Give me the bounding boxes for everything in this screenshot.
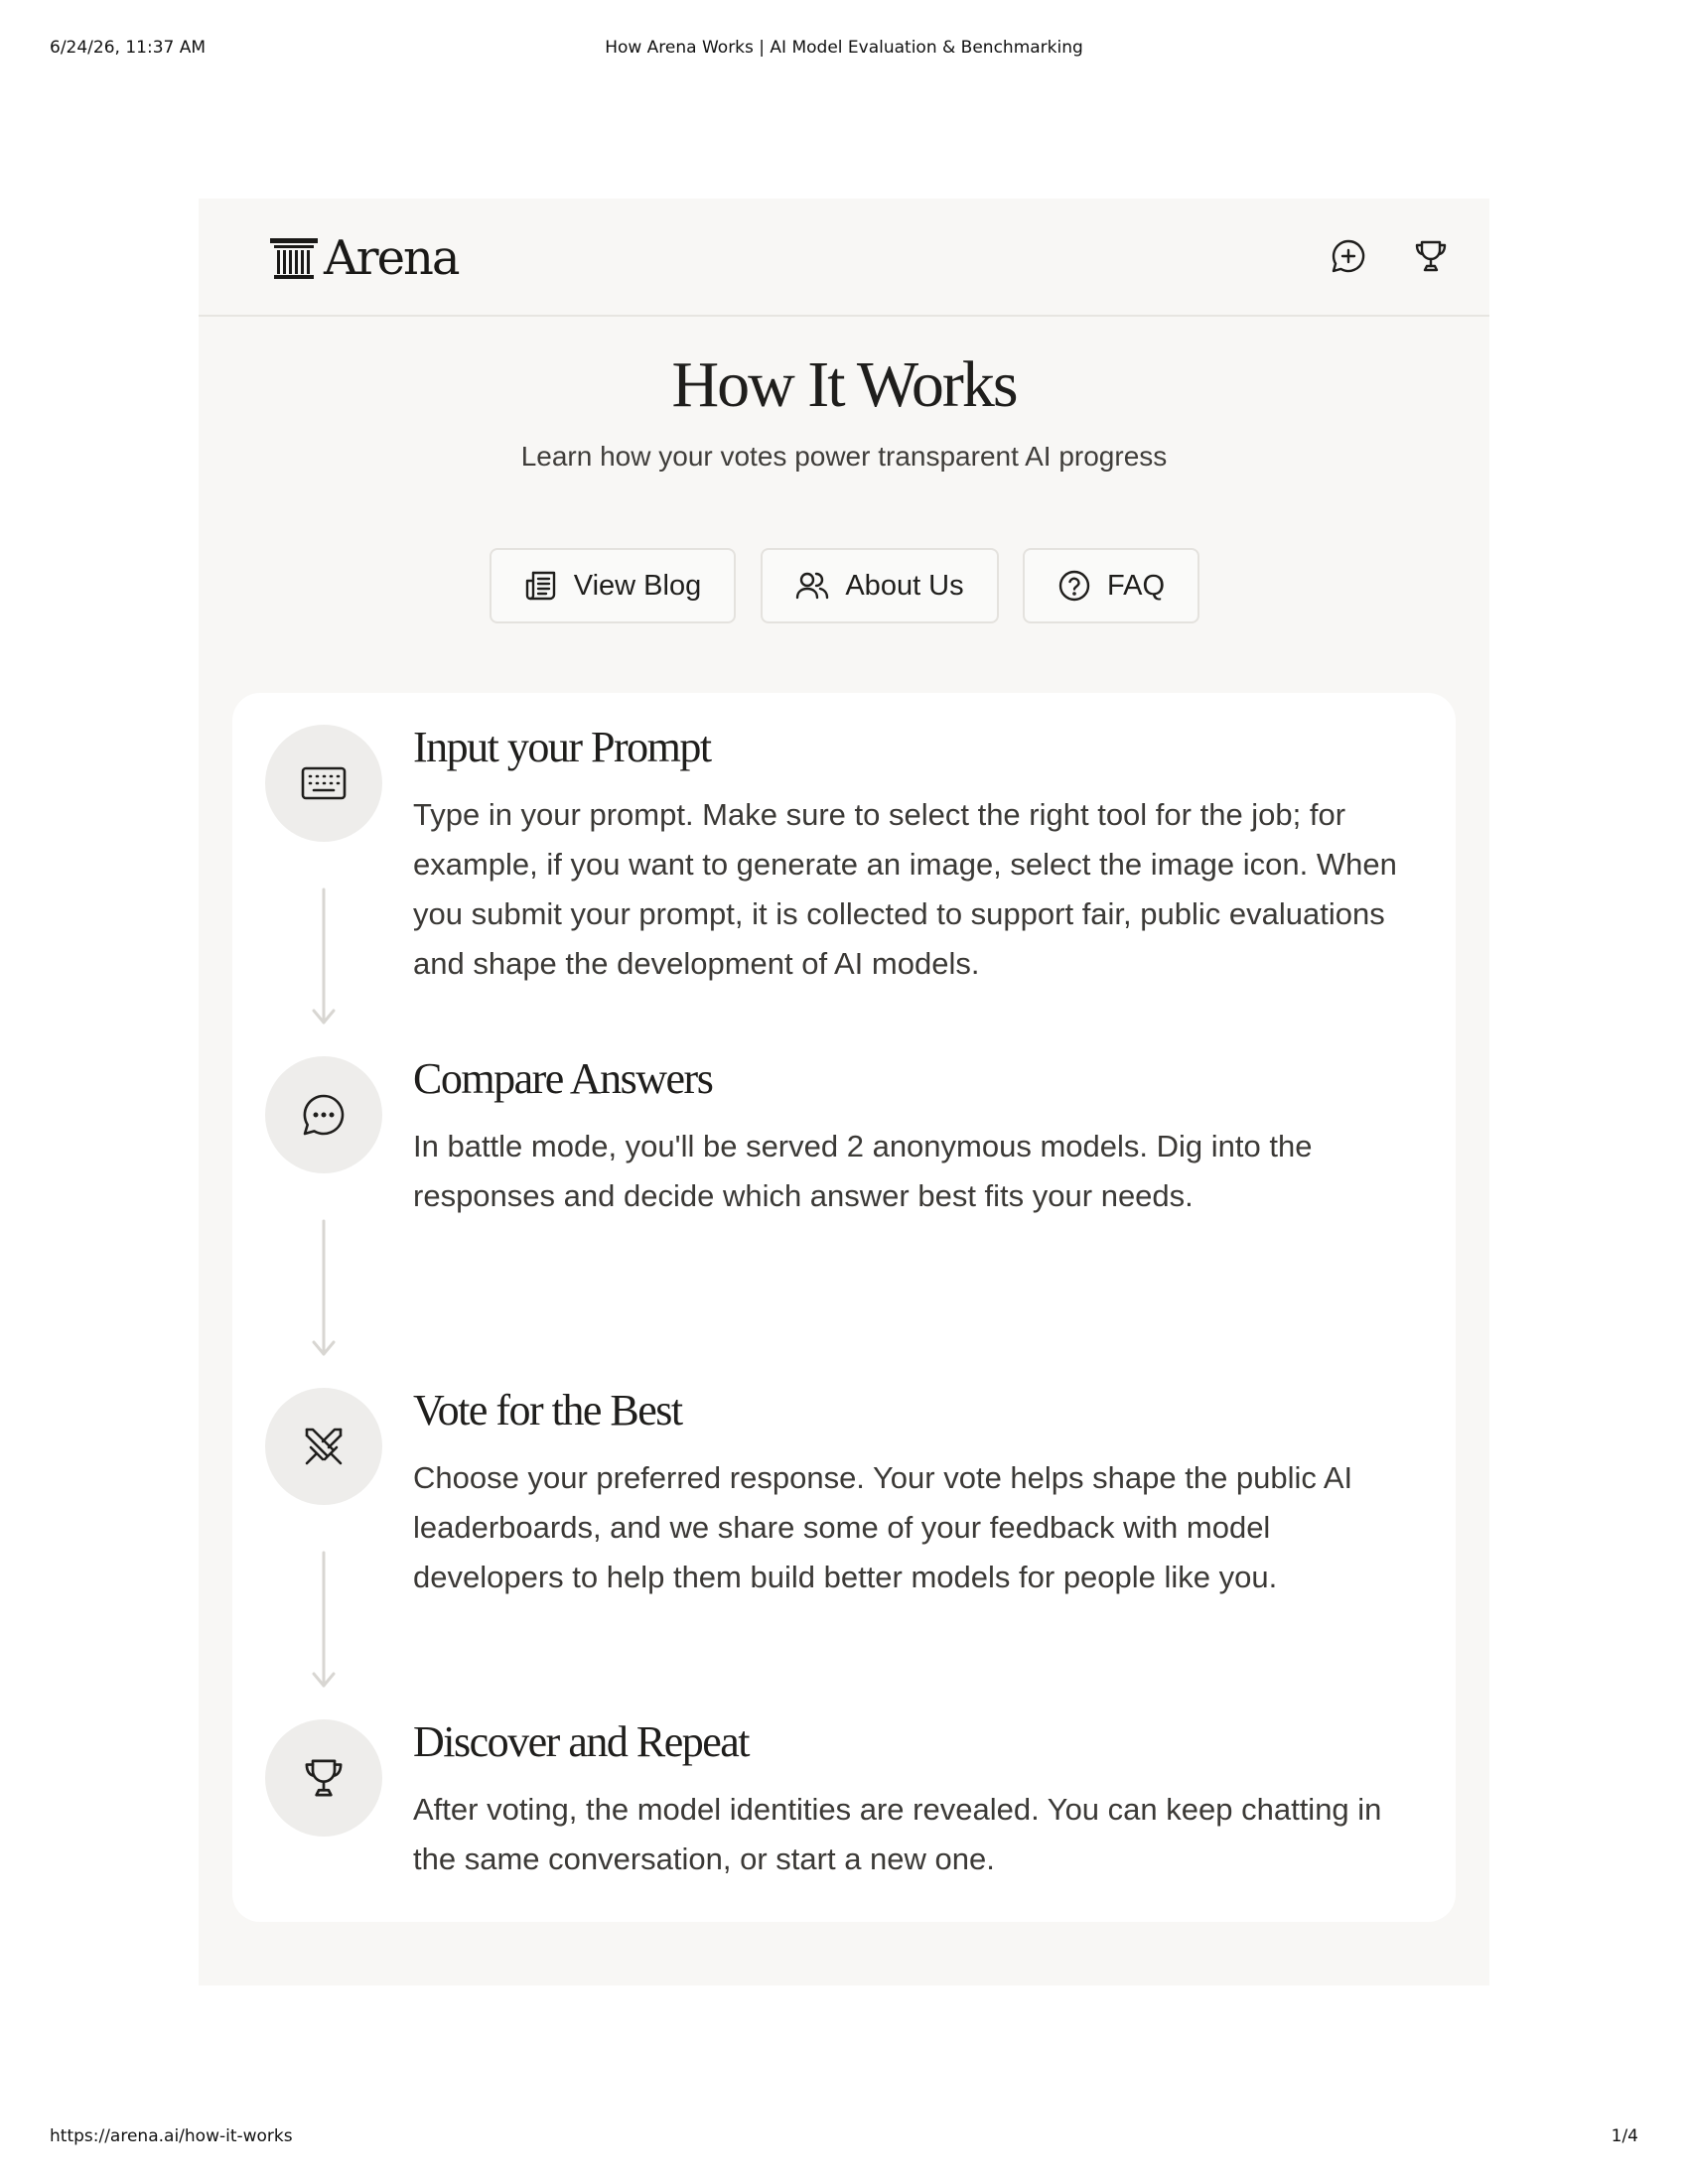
faq-button[interactable] (1023, 548, 1199, 623)
column-logo-icon (268, 236, 320, 280)
print-datetime: 6/24/26, 11:37 AM (50, 38, 207, 58)
new-chat-button[interactable] (1325, 232, 1372, 280)
trophy-icon (1413, 238, 1449, 274)
step-title: Input your Prompt (413, 723, 711, 771)
print-footer (0, 2126, 1688, 2150)
page-title: How It Works (671, 348, 1017, 421)
step-description: After voting, the model identities are revealed. You can keep chatting in the same conversation, or start a new one. (413, 1792, 1382, 1876)
step-icon-circle (265, 1056, 382, 1173)
print-page-title: How Arena Works | AI Model Evaluation & Benchmarking (605, 38, 1083, 58)
step-description: Choose your preferred response. Your vote helps shape the public AI leaderboards, and we share some of your feedback with model developers to help them build better models for people like you. (413, 1460, 1353, 1594)
step-arrow-icon (312, 1551, 336, 1690)
step-icon-circle (265, 725, 382, 842)
step-title: Compare Answers (413, 1054, 713, 1103)
step-icon-circle (265, 1388, 382, 1505)
about-us-button[interactable] (761, 548, 999, 623)
step-arrow-icon (312, 887, 336, 1026)
question-circle-icon (1057, 569, 1091, 603)
leaderboard-button[interactable] (1407, 232, 1455, 280)
print-header (0, 38, 1688, 62)
arena-logo[interactable] (268, 232, 459, 284)
step-icon-circle (265, 1719, 382, 1837)
step-description: In battle mode, you'll be served 2 anonymous models. Dig into the responses and decide which answer best fits your needs. (413, 1129, 1313, 1213)
steps-card (232, 693, 1456, 1922)
step-title: Discover and Repeat (413, 1717, 750, 1766)
button-row (199, 548, 1489, 625)
page-frame (199, 199, 1489, 1985)
new-chat-icon (1331, 238, 1366, 274)
faq-label: FAQ (1106, 569, 1165, 602)
print-url: https://arena.ai/how-it-works (50, 2126, 293, 2146)
users-icon (795, 569, 829, 603)
keyboard-icon (300, 763, 348, 803)
step-description: Type in your prompt. Make sure to select the right tool for the job; for example, if you want to generate an image, select the image icon. When you submit your prompt, it is collected to support fair, public evaluations and shape the development of AI models. (413, 797, 1397, 981)
top-nav (199, 199, 1489, 317)
view-blog-button[interactable] (490, 548, 736, 623)
newspaper-icon (524, 569, 558, 603)
crossed-swords-icon (301, 1424, 347, 1469)
page-subtitle: Learn how your votes power transparent AI progress (520, 441, 1168, 472)
about-us-label: About Us (845, 569, 964, 602)
chat-bubble-icon (301, 1092, 347, 1138)
trophy-icon (302, 1756, 346, 1800)
logo-text: Arena (324, 230, 459, 286)
step-arrow-icon (312, 1219, 336, 1358)
view-blog-label: View Blog (573, 569, 702, 602)
print-page-number: 1/4 (1611, 2126, 1638, 2146)
step-title: Vote for the Best (413, 1386, 682, 1434)
